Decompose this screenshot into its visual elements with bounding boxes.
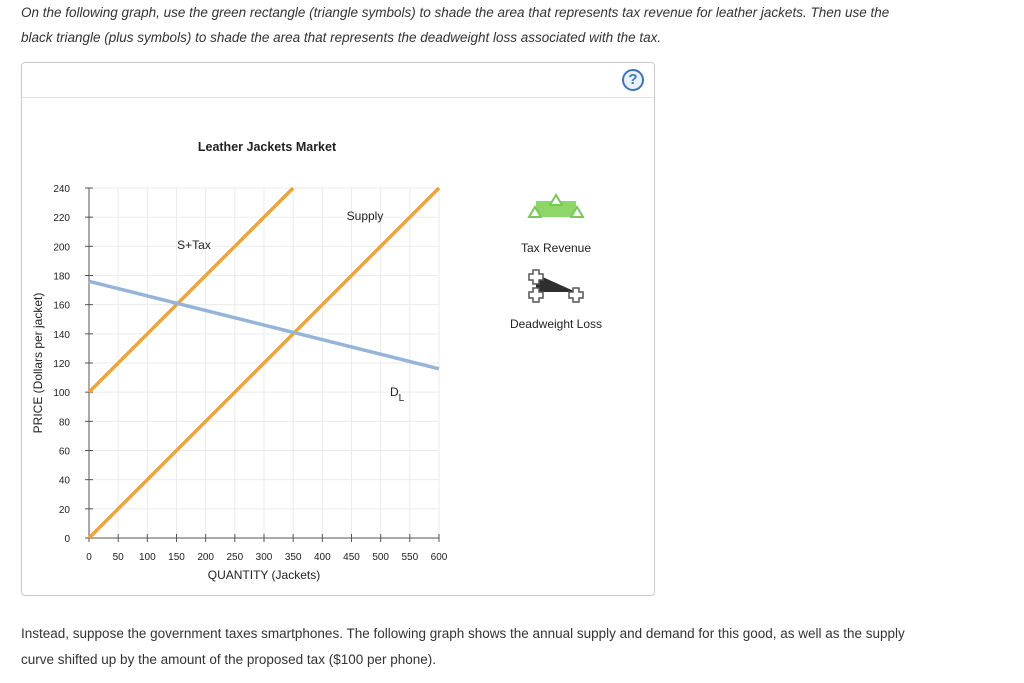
y-tick-label: 0 — [64, 534, 70, 545]
y-tick-label: 200 — [53, 242, 70, 254]
question-mark-icon: ? — [628, 71, 638, 88]
x-axis-label: QUANTITY (Jackets) — [207, 568, 321, 582]
series-label: Supply — [346, 209, 384, 223]
series-label: $D_L$ — [390, 385, 405, 404]
x-tick-label: 50 — [112, 552, 124, 563]
x-tick-label: 350 — [284, 552, 302, 563]
tax-revenue-tool[interactable] — [521, 195, 591, 255]
y-tick-label: 20 — [58, 504, 70, 516]
y-tick-label: 160 — [53, 300, 70, 312]
follow-up-line-2: curve shifted up by the amount of the proposed tax ($100 per phone). — [21, 652, 437, 667]
x-tick-label: 0 — [86, 552, 92, 563]
instructions-line-1: On the following graph, use the green rectangle (triangle symbols) to shade the area that represents tax revenue for leather jackets. Then use the — [21, 5, 890, 20]
y-tick-label: 120 — [53, 359, 70, 370]
chart-title: Leather Jackets Market — [197, 140, 337, 154]
follow-up-text — [21, 621, 1006, 673]
graph-panel — [21, 62, 655, 596]
chart — [22, 63, 654, 595]
x-tick-label: 500 — [372, 552, 390, 563]
y-tick-label: 140 — [53, 329, 70, 341]
y-tick-label: 240 — [53, 184, 70, 195]
x-tick-label: 300 — [255, 552, 273, 563]
triangle-marker-icon — [550, 195, 562, 205]
deadweight-loss-tool[interactable] — [510, 270, 602, 331]
y-tick-label: 80 — [58, 417, 70, 429]
instructions — [21, 0, 1006, 50]
x-tick-label: 400 — [313, 552, 331, 563]
y-axis-label: PRICE (Dollars per jacket) — [31, 292, 45, 434]
x-tick-label: 200 — [197, 552, 215, 563]
series-labels — [177, 209, 405, 404]
x-tick-label: 100 — [138, 552, 156, 563]
x-tick-label: 450 — [343, 552, 360, 563]
y-tick-label: 60 — [58, 446, 70, 458]
series-label-subscript: L — [398, 393, 405, 404]
y-tick-label: 180 — [53, 271, 70, 283]
x-tick-label: 150 — [168, 552, 185, 563]
x-tick-label: 250 — [226, 552, 244, 563]
y-tick-label: 220 — [53, 213, 70, 225]
tax-revenue-label: Tax Revenue — [520, 241, 592, 255]
deadweight-loss-label: Deadweight Loss — [509, 317, 603, 331]
y-tick-label: 100 — [53, 388, 70, 400]
x-tick-label: 600 — [430, 552, 448, 563]
follow-up-line-1: Instead, suppose the government taxes smartphones. The following graph shows the annual supply and demand for this good, as well as the supply — [21, 626, 905, 641]
y-tick-label: 40 — [58, 475, 70, 487]
instructions-line-2: black triangle (plus symbols) to shade the area that represents the deadweight loss associated with the tax. — [21, 30, 662, 45]
x-tick-label: 550 — [401, 552, 419, 563]
series-label: S+Tax — [177, 238, 211, 252]
